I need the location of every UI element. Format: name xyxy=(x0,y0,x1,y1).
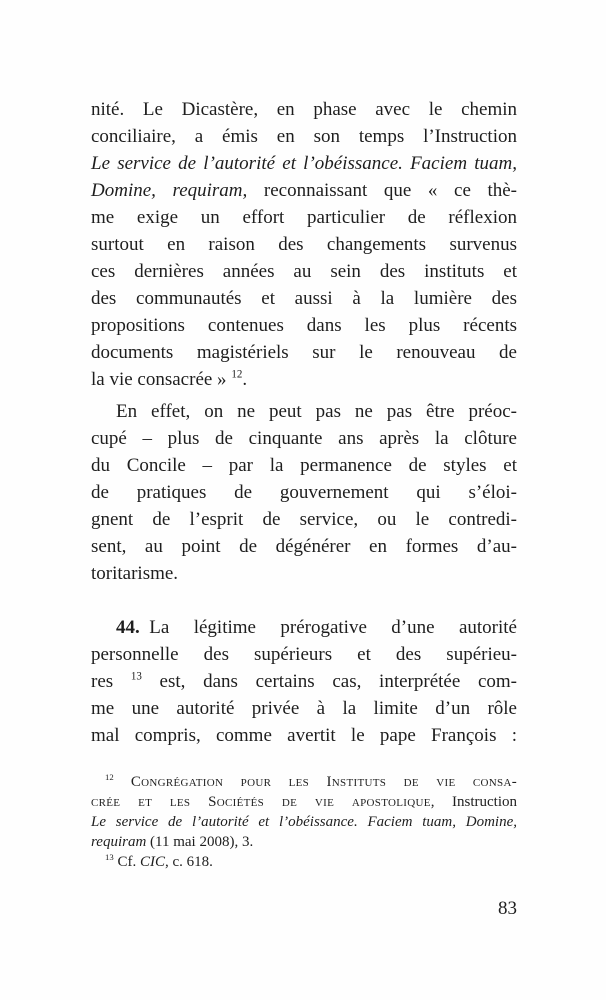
page-body xyxy=(91,96,517,749)
text-line xyxy=(91,204,517,231)
text-run: du Concile – par la permanence de styles et xyxy=(91,455,517,476)
text-run: . xyxy=(242,369,248,390)
footnote-marker: 12 xyxy=(231,368,243,381)
text-run: La légitime prérogative d’une autorité xyxy=(139,617,517,638)
text-line xyxy=(91,123,517,150)
text-run: En effet, on ne peut pas ne pas être préoc- xyxy=(116,401,517,422)
text-line xyxy=(91,312,517,339)
text-line xyxy=(91,506,517,533)
text-line xyxy=(91,722,517,749)
text-line xyxy=(91,398,517,425)
text-line xyxy=(91,231,517,258)
text-line xyxy=(91,177,517,204)
footnote-marker: 13 xyxy=(105,852,114,862)
text-run: Congrégation pour les Instituts de vie consa- xyxy=(130,774,517,790)
text-line xyxy=(91,641,517,668)
text-line xyxy=(91,425,517,452)
text-run: ces dernières années au sein des instituts et xyxy=(91,261,517,282)
text-run: me une autorité privée à la limite d’un rôle xyxy=(91,698,517,719)
text-line xyxy=(91,832,517,852)
text-run: Cf. xyxy=(113,854,140,870)
text-run: , c. 618. xyxy=(164,854,213,870)
text-run: surtout en raison des changements survenus xyxy=(91,234,517,255)
text-run: Le service de l’autorité et l’obéissance. Faciem tuam, xyxy=(91,153,517,174)
paragraph-continuation xyxy=(91,96,517,393)
text-run: la vie consacrée » xyxy=(91,369,232,390)
text-run xyxy=(114,774,131,790)
text-run: mal compris, comme avertit le pape François : xyxy=(91,725,517,746)
text-run: requiram xyxy=(91,834,147,850)
text-run: sent, au point de dégénérer en formes d’au- xyxy=(91,536,517,557)
text-run: 44. xyxy=(116,617,140,638)
text-run: (11 mai 2008), 3. xyxy=(146,834,254,850)
text-run: crée et les Sociétés de vie apostolique xyxy=(91,794,431,810)
text-run: propositions contenues dans les plus récents xyxy=(91,315,517,336)
text-run: , Instruction xyxy=(430,794,517,810)
footnote-marker: 13 xyxy=(130,670,142,683)
text-run: documents magistériels sur le renouveau de xyxy=(91,342,517,363)
text-line xyxy=(91,560,517,587)
text-line xyxy=(91,792,517,812)
text-line xyxy=(91,479,517,506)
text-run: des communautés et aussi à la lumière des xyxy=(91,288,517,309)
text-line xyxy=(91,533,517,560)
text-line xyxy=(91,452,517,479)
text-line xyxy=(91,258,517,285)
text-line xyxy=(91,150,517,177)
text-line xyxy=(91,695,517,722)
text-line xyxy=(91,285,517,312)
footnotes-section xyxy=(91,772,517,872)
text-run: gnent de l’esprit de service, ou le contredi- xyxy=(91,509,517,530)
text-run: Le service de l’autorité et l’obéissance. Faciem tuam, Domine, xyxy=(91,814,517,830)
text-run: personnelle des supérieurs et des supérieu- xyxy=(91,644,517,665)
text-line xyxy=(91,772,517,792)
text-run: CIC xyxy=(139,854,165,870)
text-run: toritarisme. xyxy=(91,563,179,584)
paragraph-en-effet xyxy=(91,398,517,587)
text-run: me exige un effort particulier de réflexion xyxy=(91,207,517,228)
footnote-12 xyxy=(91,772,517,852)
text-run: nité. Le Dicastère, en phase avec le chemin xyxy=(91,99,517,120)
text-line xyxy=(91,812,517,832)
text-run: de pratiques de gouvernement qui s’éloi- xyxy=(91,482,517,503)
text-run: cupé – plus de cinquante ans après la clôture xyxy=(91,428,517,449)
footnote-13 xyxy=(91,852,517,872)
page-number: 83 xyxy=(498,898,517,919)
text-line xyxy=(91,852,517,872)
text-run: reconnaissant que « ce thè- xyxy=(247,180,518,201)
text-line xyxy=(91,96,517,123)
text-run: Domine, requiram, xyxy=(91,180,248,201)
text-line xyxy=(91,668,517,695)
text-run: conciliaire, a émis en son temps l’Instruction xyxy=(91,126,517,147)
text-line xyxy=(91,366,517,393)
text-line xyxy=(91,339,517,366)
text-line xyxy=(91,614,517,641)
footnote-marker: 12 xyxy=(105,772,114,782)
paragraph-44 xyxy=(91,614,517,749)
text-run: res xyxy=(91,671,131,692)
text-run: est, dans certains cas, interprétée com- xyxy=(141,671,517,692)
